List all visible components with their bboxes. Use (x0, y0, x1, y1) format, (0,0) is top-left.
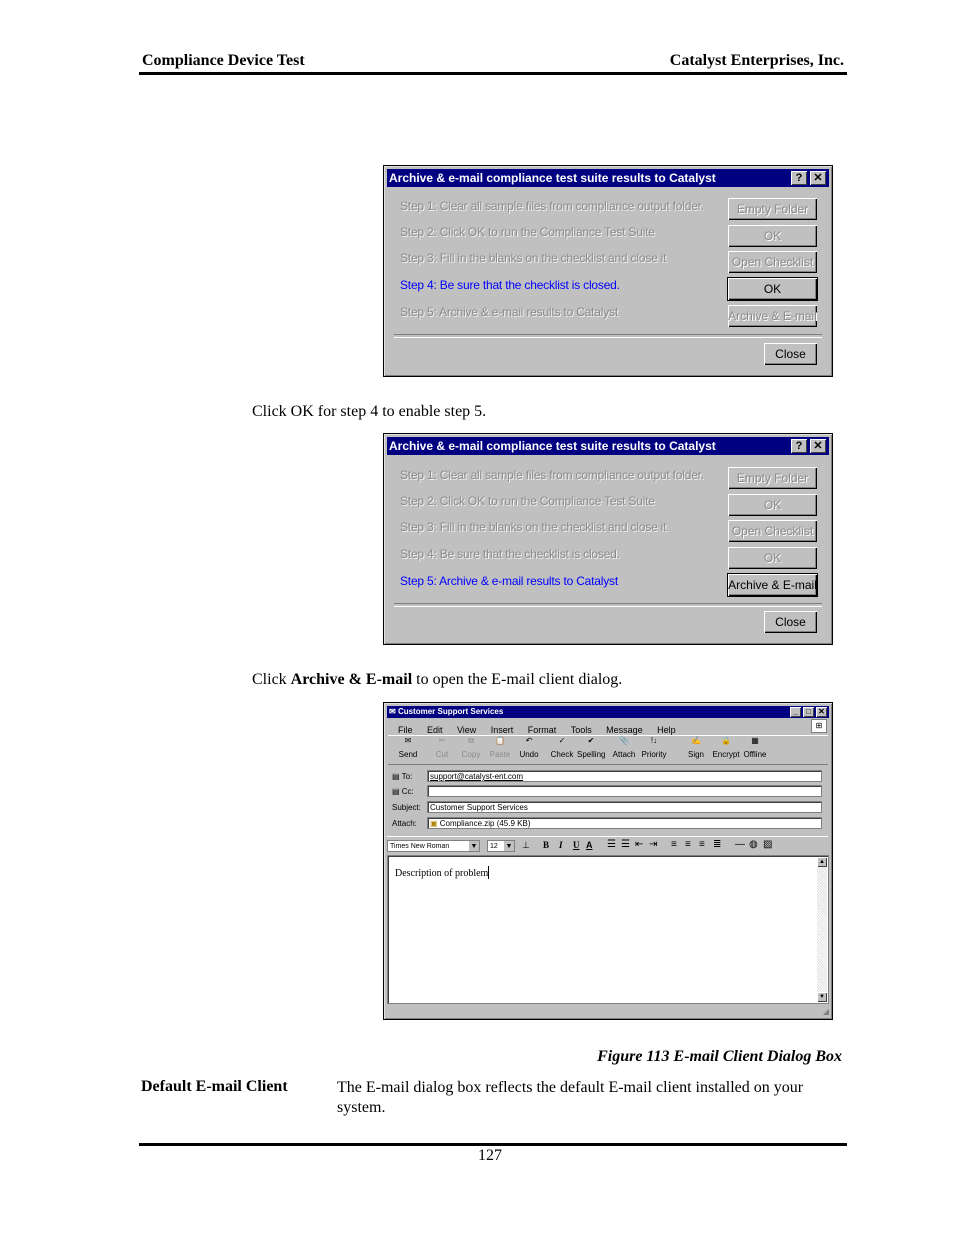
page-number: 127 (478, 1147, 502, 1164)
copy-icon: ⧉ (468, 736, 474, 745)
to-label-text: To: (401, 772, 413, 781)
header-rule (139, 72, 847, 75)
maximize-icon[interactable]: □ (803, 707, 814, 717)
subject-field[interactable]: Customer Support Services (427, 801, 822, 813)
attach-label: Attach (612, 750, 636, 759)
resize-grip-icon[interactable]: ◢ (822, 1007, 829, 1016)
menu-format[interactable]: Format (527, 725, 557, 735)
caption-step4: Click OK for step 4 to enable step 5. (252, 403, 487, 420)
envelope-icon: ✉ (389, 707, 398, 716)
offline-label: Offline (743, 750, 767, 759)
email-titlebar (387, 706, 829, 718)
font-size-value: 12 (490, 843, 498, 850)
check-names-icon: ✓ (558, 736, 566, 745)
email-title: Customer Support Services (397, 707, 504, 716)
definition-text: The E-mail dialog box reflects the default E-mail client installed on your system. (337, 1079, 804, 1116)
check-label: Check (550, 750, 574, 759)
sign-button[interactable] (682, 736, 710, 759)
cut-button[interactable] (428, 736, 456, 759)
spelling-icon: ✔ (587, 736, 595, 745)
archive-dialog-1 (383, 165, 833, 377)
dialog2-close-button[interactable]: Close (764, 611, 817, 633)
paste-label: Paste (489, 750, 511, 759)
copy-button[interactable] (457, 736, 485, 759)
windows-logo-icon: ⊞ (811, 719, 827, 733)
menu-file[interactable]: File (398, 725, 413, 735)
attach-label: Attach: (392, 819, 417, 828)
close-x-button[interactable]: ✕ (810, 171, 826, 185)
send-label: Send (398, 750, 418, 759)
sign-icon: ✍ (691, 736, 701, 745)
dialog1-step-5: Step 5: Archive & e-mail results to Catalyst (400, 305, 618, 319)
toolbar (388, 735, 828, 765)
subject-label: Subject: (392, 803, 421, 812)
dialog1-titlebar (387, 169, 829, 187)
menu-tools[interactable]: Tools (570, 725, 592, 735)
horizontal-line-icon[interactable]: — (735, 839, 745, 850)
zip-file-icon: ▣ (430, 819, 440, 828)
bold-button[interactable]: B (543, 840, 550, 850)
menu-edit[interactable]: Edit (426, 725, 443, 735)
checklist-closed-ok-button[interactable]: OK (728, 278, 817, 300)
archive-email-button[interactable]: Archive & E-mail (728, 305, 817, 327)
font-color-button[interactable]: A (586, 840, 593, 850)
caption-archive-post: to open the E-mail client dialog. (412, 671, 623, 688)
cut-label: Cut (435, 750, 449, 759)
empty-folder-button[interactable]: Empty Folder (728, 198, 817, 220)
numbered-list-icon[interactable]: ☰ (607, 839, 616, 850)
priority-label: Priority (641, 750, 667, 759)
help-button[interactable]: ? (791, 171, 807, 185)
dialog1-step-3: Step 3: Fill in the blanks on the checklist and close it (400, 251, 667, 265)
run-suite-ok-button[interactable]: OK (728, 225, 817, 247)
dialog2-step-2: Step 2: Click OK to run the Compliance Test Suite (400, 494, 655, 508)
close-x-button[interactable]: ✕ (810, 439, 826, 453)
scroll-up-arrow-icon[interactable]: ▲ (817, 857, 827, 867)
to-field[interactable]: support@catalyst-ent.com (427, 770, 822, 782)
priority-button[interactable] (640, 736, 668, 759)
encrypt-button[interactable] (712, 736, 740, 759)
priority-icon: !↓ (650, 736, 658, 745)
run-suite-ok-button[interactable]: OK (728, 494, 817, 516)
caption-archive (252, 671, 622, 689)
address-book-icon: ▤ (392, 772, 402, 781)
offline-icon: ▦ (751, 736, 759, 745)
to-label (392, 772, 412, 781)
vertical-scrollbar[interactable] (817, 857, 827, 1002)
align-center-icon[interactable]: ≡ (685, 839, 691, 850)
header-left: Compliance Device Test (142, 52, 305, 69)
scissors-icon: ✂ (438, 736, 446, 745)
address-book-icon: ▤ (392, 787, 402, 796)
sign-label: Sign (687, 750, 704, 759)
help-button[interactable]: ? (791, 439, 807, 453)
send-button[interactable] (394, 736, 422, 759)
font-name-value: Times New Roman (390, 843, 450, 850)
encrypt-label: Encrypt (712, 750, 740, 759)
caption-archive-pre: Click (252, 671, 291, 688)
send-icon: ✉ (404, 736, 412, 745)
style-icon[interactable]: ⊥ (522, 840, 530, 850)
spelling-label: Spelling (577, 750, 606, 759)
definition-term: Default E-mail Client (141, 1078, 288, 1095)
menu-message[interactable]: Message (606, 725, 643, 735)
attach-field[interactable] (427, 817, 822, 829)
archive-dialog-2 (383, 433, 833, 645)
dialog1-title: Archive & e-mail compliance test suite results to Catalyst (389, 171, 716, 185)
close-icon[interactable]: ✕ (816, 707, 827, 717)
cc-label-text: Cc: (401, 787, 414, 796)
cc-field[interactable] (427, 785, 822, 797)
align-left-icon[interactable]: ≡ (671, 839, 677, 850)
status-bar (387, 1003, 829, 1016)
hyperlink-icon[interactable]: ◍ (749, 839, 758, 850)
chevron-down-icon[interactable]: ▼ (470, 843, 478, 850)
caption-archive-bold: Archive & E-mail (290, 671, 413, 688)
undo-label: Undo (519, 750, 539, 759)
offline-button[interactable] (741, 736, 769, 759)
format-bar (387, 836, 828, 855)
paperclip-icon: 📎 (619, 736, 629, 745)
underline-button[interactable]: U (573, 840, 580, 850)
menu-insert[interactable]: Insert (490, 725, 514, 735)
dialog2-separator (394, 603, 822, 607)
checklist-closed-ok-button[interactable]: OK (728, 547, 817, 569)
message-body-text: Description of problem (395, 868, 489, 879)
decrease-indent-icon[interactable]: ⇤ (635, 839, 644, 850)
copy-label: Copy (461, 750, 481, 759)
paste-icon: 📋 (495, 736, 505, 745)
align-right-icon[interactable]: ≡ (699, 839, 705, 850)
attachment-name: Compliance.zip (45.9 KB) (439, 819, 531, 828)
empty-folder-button[interactable]: Empty Folder (728, 467, 817, 489)
insert-picture-icon[interactable]: ▨ (763, 839, 773, 850)
scroll-down-arrow-icon[interactable]: ▼ (817, 992, 827, 1002)
open-checklist-button[interactable]: Open Checklist (728, 251, 817, 273)
header-right: Catalyst Enterprises, Inc. (669, 52, 844, 69)
message-body[interactable] (387, 855, 829, 1004)
dialog1-step-2: Step 2: Click OK to run the Compliance Test Suite (400, 225, 655, 239)
figure-caption: Figure 113 E-mail Client Dialog Box (597, 1048, 842, 1065)
dialog2-step-4: Step 4: Be sure that the checklist is closed. (400, 547, 620, 561)
font-name-select[interactable] (387, 840, 480, 852)
dialog1-step-4: Step 4: Be sure that the checklist is closed. (400, 278, 620, 292)
undo-icon: ↶ (525, 736, 533, 745)
italic-button[interactable]: I (559, 840, 563, 850)
archive-email-button[interactable]: Archive & E-mail (728, 574, 817, 596)
menu-help[interactable]: Help (657, 725, 676, 735)
lock-icon: 🔒 (721, 736, 731, 745)
cc-label (392, 787, 414, 796)
dialog2-step-5: Step 5: Archive & e-mail results to Catalyst (400, 574, 618, 588)
minimize-icon[interactable]: _ (790, 707, 801, 717)
dialog2-title: Archive & e-mail compliance test suite results to Catalyst (389, 439, 716, 453)
font-size-select[interactable] (487, 840, 515, 852)
dialog1-step-1: Step 1: Clear all sample files from compliance output folder. (400, 199, 704, 213)
open-checklist-button[interactable]: Open Checklist (728, 520, 817, 542)
footer-rule (139, 1143, 847, 1146)
dialog1-close-button[interactable]: Close (764, 343, 817, 365)
email-client-window (383, 702, 833, 1020)
bullet-list-icon[interactable]: ☰ (621, 839, 630, 850)
paste-button[interactable] (486, 736, 514, 759)
undo-button[interactable] (515, 736, 543, 759)
menu-view[interactable]: View (456, 725, 477, 735)
attach-button[interactable] (610, 736, 638, 759)
dialog2-titlebar (387, 437, 829, 455)
spelling-button[interactable] (577, 736, 605, 759)
check-button[interactable] (548, 736, 576, 759)
justify-icon[interactable]: ≣ (713, 839, 722, 850)
increase-indent-icon[interactable]: ⇥ (649, 839, 658, 850)
chevron-down-icon[interactable]: ▼ (505, 843, 513, 850)
dialog2-step-1: Step 1: Clear all sample files from compliance output folder. (400, 468, 704, 482)
dialog1-separator (394, 334, 822, 338)
text-cursor (488, 866, 489, 879)
dialog2-step-3: Step 3: Fill in the blanks on the checklist and close it (400, 520, 667, 534)
